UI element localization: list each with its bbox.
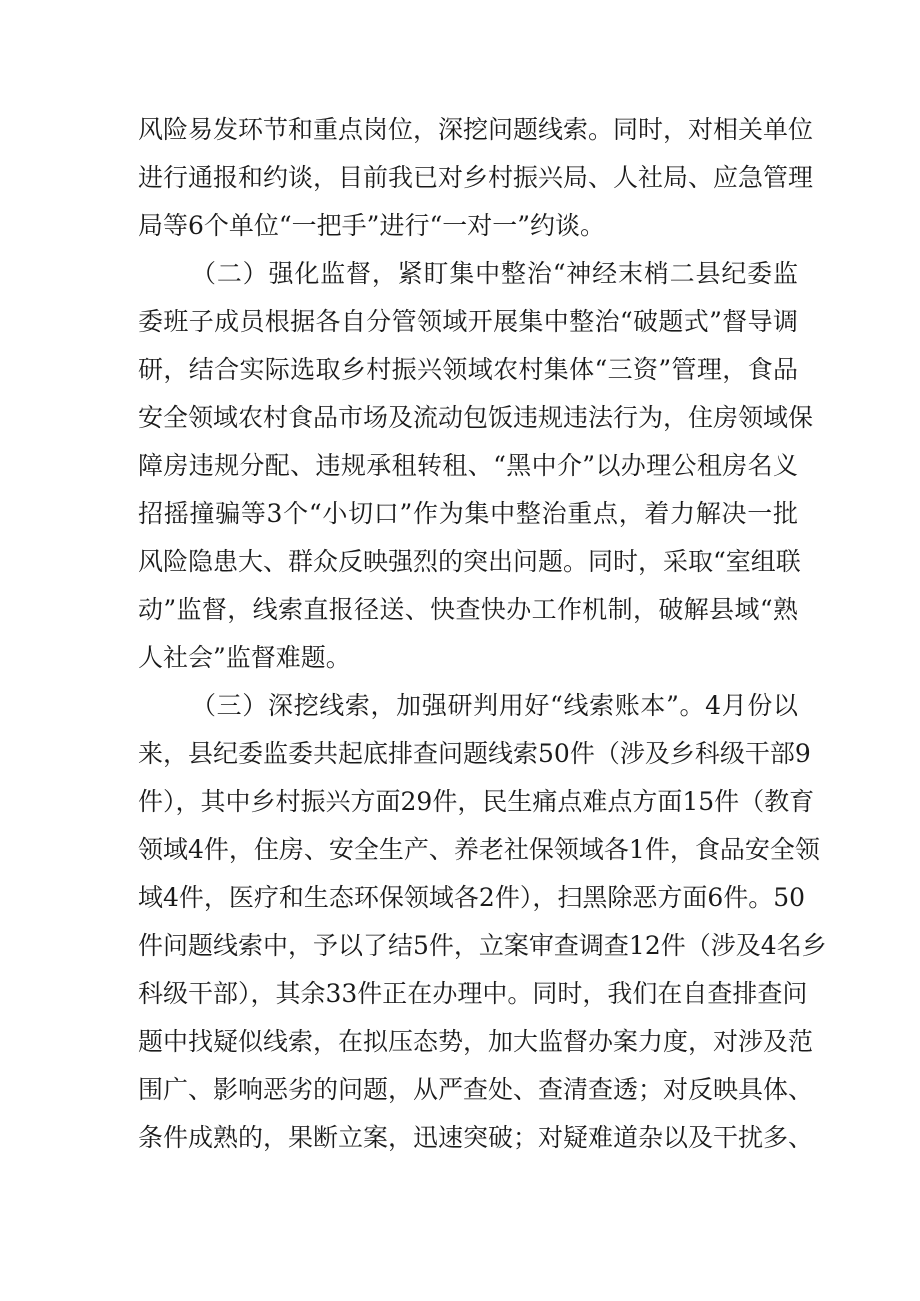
- paragraph-line: 进行通报和约谈，目前我已对乡村振兴局、人社局、应急管理: [138, 163, 814, 192]
- paragraph-line: 领域4件，住房、安全生产、养老社保领域各1件，食品安全领: [138, 835, 820, 864]
- section-heading-line: （三）深挖线索，加强研判用好“线索账本”。4月份以: [191, 691, 798, 720]
- paragraph-line: 域4件，医疗和生态环保领域各2件），扫黑除恶方面6件。50: [138, 883, 806, 912]
- paragraph-line: 题中找疑似线索，在拟压态势，加大监督办案力度，对涉及范: [138, 1027, 814, 1056]
- paragraph-line: 来，县纪委监委共起底排查问题线索50件（涉及乡科级干部9: [138, 739, 811, 768]
- section-heading-line: （二）强化监督，紧盯集中整治“神经末梢二县纪委监: [191, 259, 798, 288]
- paragraph-line: 招摇撞骗等3个“小切口”作为集中整治重点，着力解决一批: [138, 499, 798, 528]
- paragraph-line: 件问题线索中，予以了结5件，立案审查调查12件（涉及4名乡: [138, 931, 827, 960]
- paragraph-line: 风险易发环节和重点岗位，深挖问题线索。同时，对相关单位: [138, 115, 814, 144]
- paragraph-line: 研，结合实际选取乡村振兴领域农村集体“三资”管理，食品: [138, 355, 798, 384]
- paragraph-line: 件），其中乡村振兴方面29件，民生痛点难点方面15件（教育: [138, 787, 815, 816]
- paragraph-line: 局等6个单位“一把手”进行“一对一”约谈。: [138, 211, 606, 240]
- paragraph-line: 委班子成员根据各自分管领域开展集中整治“破题式”督导调: [138, 307, 798, 336]
- paragraph-line: 围广、影响恶劣的问题，从严查处、查清查透；对反映具体、: [138, 1075, 814, 1104]
- paragraph-line: 安全领域农村食品市场及流动包饭违规违法行为，住房领域保: [138, 403, 814, 432]
- paragraph-line: 障房违规分配、违规承租转租、“黑中介”以办理公租房名义: [138, 451, 798, 480]
- paragraph-line: 人社会”监督难题。: [138, 643, 351, 672]
- paragraph-line: 风险隐患大、群众反映强烈的突出问题。同时，采取“室组联: [138, 547, 801, 576]
- paragraph-line: 动”监督，线索直报径送、快查快办工作机制，破解县域“熟: [138, 595, 798, 624]
- paragraph-line: 科级干部），其余33件正在办理中。同时，我们在自查排查问: [138, 979, 808, 1008]
- paragraph-line: 条件成熟的，果断立案，迅速突破；对疑难道杂以及干扰多、: [138, 1123, 814, 1152]
